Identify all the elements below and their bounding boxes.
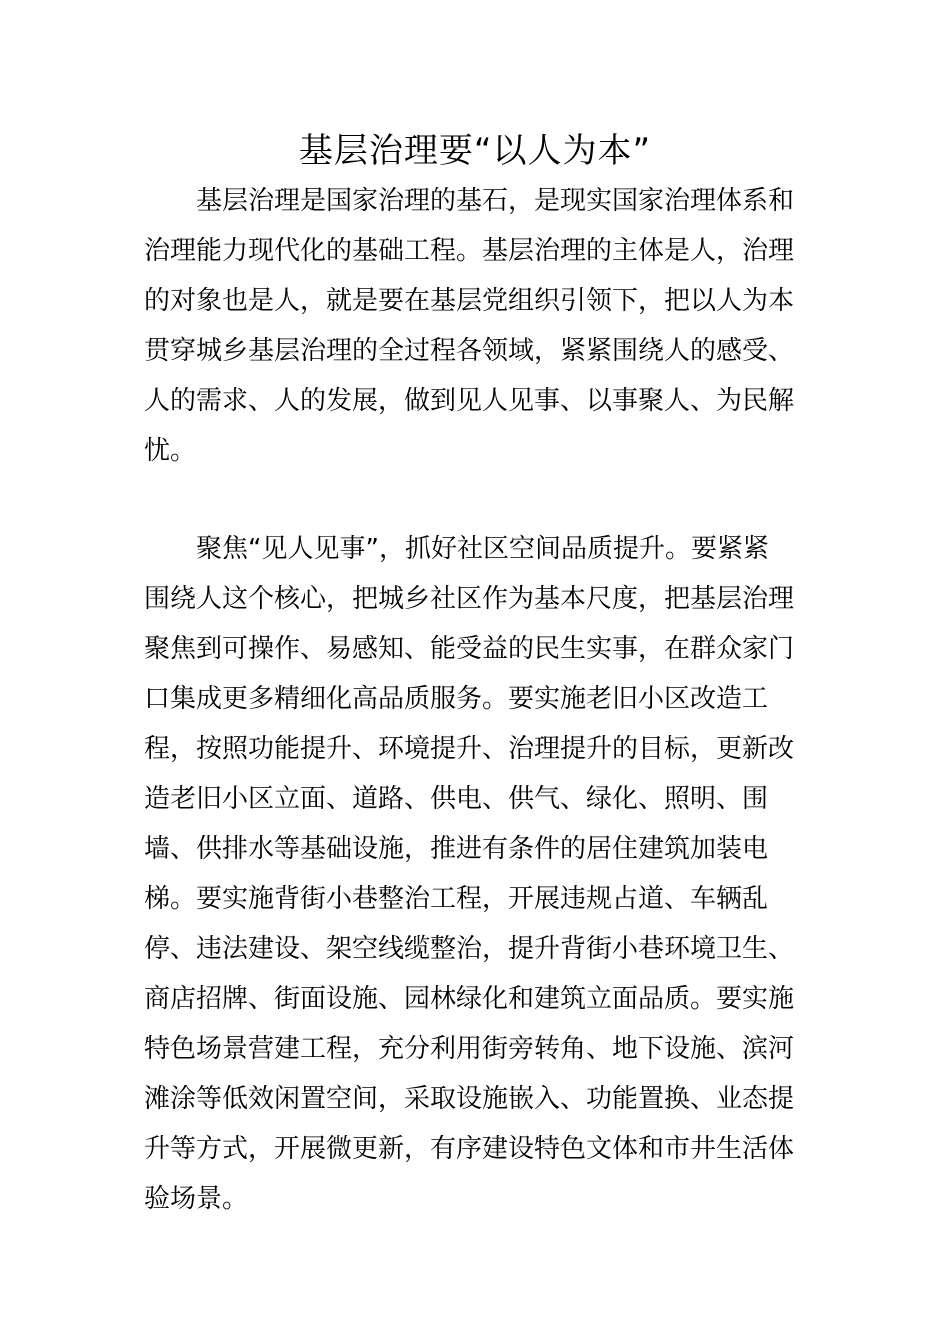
paragraph-line: 程，按照功能提升、环境提升、治理提升的目标，更新改 <box>144 734 795 764</box>
paragraph-line: 滩涂等低效闲置空间，采取设施嵌入、功能置换、业态提 <box>144 1084 795 1114</box>
paragraph-line: 停、违法建设、架空线缆整治，提升背街小巷环境卫生、 <box>144 934 795 964</box>
paragraph-line: 特色场景营建工程，充分利用街旁转角、地下设施、滨河 <box>144 1034 795 1064</box>
paragraph-line: 贯穿城乡基层治理的全过程各领域，紧紧围绕人的感受、 <box>144 336 795 366</box>
paragraph-line: 忧。 <box>144 436 197 466</box>
paragraph-line: 验场景。 <box>144 1184 249 1214</box>
paragraph-line: 口集成更多精细化高品质服务。要实施老旧小区改造工 <box>144 684 769 714</box>
paragraph-line: 人的需求、人的发展，做到见人见事、以事聚人、为民解 <box>144 386 795 416</box>
paragraph-line: 升等方式，开展微更新，有序建设特色文体和市井生活体 <box>144 1134 795 1164</box>
paragraph-line: 围绕人这个核心，把城乡社区作为基本尺度，把基层治理 <box>144 584 795 614</box>
paragraph-line: 的对象也是人，就是要在基层党组织引领下，把以人为本 <box>144 286 795 316</box>
paragraph-line: 聚焦到可操作、易感知、能受益的民生实事，在群众家门 <box>144 634 795 664</box>
paragraph-line: 造老旧小区立面、道路、供电、供气、绿化、照明、围 <box>144 784 769 814</box>
paragraph-line: 梯。要实施背街小巷整治工程，开展违规占道、车辆乱 <box>144 884 769 914</box>
paragraph-line: 治理能力现代化的基础工程。基层治理的主体是人，治理 <box>144 236 795 266</box>
paragraph-1 <box>144 176 808 476</box>
paragraph-line: 墙、供排水等基础设施，推进有条件的居住建筑加装电 <box>144 834 769 864</box>
paragraph-2 <box>144 524 808 1224</box>
paragraph-line: 基层治理是国家治理的基石，是现实国家治理体系和 <box>196 186 795 216</box>
paragraph-line: 商店招牌、街面设施、园林绿化和建筑立面品质。要实施 <box>144 984 795 1014</box>
document-title: 基层治理要“以人为本” <box>298 131 652 171</box>
paragraph-line: 聚焦“见人见事”，抓好社区空间品质提升。要紧紧 <box>196 534 769 564</box>
